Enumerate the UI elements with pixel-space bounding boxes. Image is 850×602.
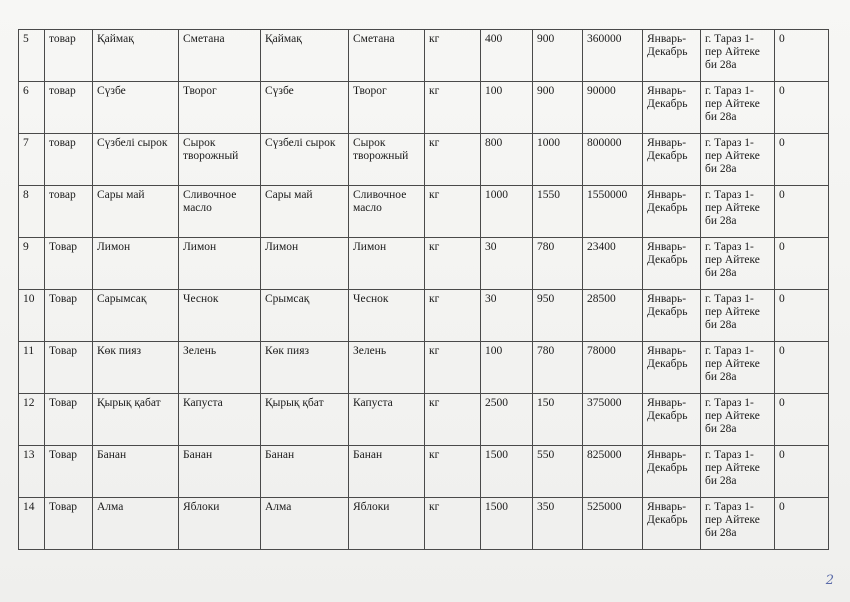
unit: кг (425, 498, 481, 550)
row-number: 10 (19, 290, 45, 342)
delivery-address: г. Тараз 1-пер Айтеке би 28а (701, 82, 775, 134)
description-russian: Чеснок (349, 290, 425, 342)
table-row (19, 134, 829, 186)
table-row (19, 342, 829, 394)
advance-flag: 0 (775, 446, 829, 498)
unit-price: 350 (533, 498, 583, 550)
delivery-period: Январь-Декабрь (643, 82, 701, 134)
item-type: Товар (45, 394, 93, 446)
quantity: 100 (481, 342, 533, 394)
advance-flag: 0 (775, 498, 829, 550)
unit: кг (425, 82, 481, 134)
name-kazakh: Сүзбелі сырок (93, 134, 179, 186)
delivery-period: Январь-Декабрь (643, 342, 701, 394)
name-kazakh: Сары май (93, 186, 179, 238)
description-russian: Сметана (349, 30, 425, 82)
delivery-period: Январь-Декабрь (643, 186, 701, 238)
item-type: Товар (45, 290, 93, 342)
unit: кг (425, 238, 481, 290)
description-russian: Сливочное масло (349, 186, 425, 238)
row-number: 11 (19, 342, 45, 394)
unit-price: 550 (533, 446, 583, 498)
name-russian: Зелень (179, 342, 261, 394)
delivery-address: г. Тараз 1-пер Айтеке би 28а (701, 290, 775, 342)
name-russian: Банан (179, 446, 261, 498)
advance-flag: 0 (775, 186, 829, 238)
procurement-table (18, 29, 829, 550)
name-kazakh: Лимон (93, 238, 179, 290)
item-type: Товар (45, 498, 93, 550)
description-kazakh: Сары май (261, 186, 349, 238)
row-number: 6 (19, 82, 45, 134)
name-kazakh: Сарымсақ (93, 290, 179, 342)
delivery-period: Январь-Декабрь (643, 290, 701, 342)
unit: кг (425, 394, 481, 446)
description-russian: Зелень (349, 342, 425, 394)
description-kazakh: Сүзбе (261, 82, 349, 134)
delivery-period: Январь-Декабрь (643, 394, 701, 446)
name-kazakh: Банан (93, 446, 179, 498)
total-sum: 78000 (583, 342, 643, 394)
quantity: 2500 (481, 394, 533, 446)
unit: кг (425, 186, 481, 238)
name-kazakh: Қырық қабат (93, 394, 179, 446)
quantity: 400 (481, 30, 533, 82)
name-russian: Лимон (179, 238, 261, 290)
unit: кг (425, 134, 481, 186)
delivery-address: г. Тараз 1-пер Айтеке би 28а (701, 342, 775, 394)
unit: кг (425, 342, 481, 394)
description-russian: Лимон (349, 238, 425, 290)
row-number: 9 (19, 238, 45, 290)
name-kazakh: Қаймақ (93, 30, 179, 82)
delivery-address: г. Тараз 1-пер Айтеке би 28а (701, 186, 775, 238)
unit-price: 1000 (533, 134, 583, 186)
quantity: 30 (481, 290, 533, 342)
row-number: 7 (19, 134, 45, 186)
name-kazakh: Көк пияз (93, 342, 179, 394)
unit: кг (425, 30, 481, 82)
advance-flag: 0 (775, 342, 829, 394)
description-russian: Капуста (349, 394, 425, 446)
quantity: 800 (481, 134, 533, 186)
advance-flag: 0 (775, 238, 829, 290)
name-russian: Сливочное масло (179, 186, 261, 238)
delivery-address: г. Тараз 1-пер Айтеке би 28а (701, 446, 775, 498)
name-russian: Сметана (179, 30, 261, 82)
delivery-address: г. Тараз 1-пер Айтеке би 28а (701, 30, 775, 82)
description-kazakh: Көк пияз (261, 342, 349, 394)
name-russian: Сырок творожный (179, 134, 261, 186)
row-number: 14 (19, 498, 45, 550)
table-row (19, 186, 829, 238)
unit-price: 900 (533, 30, 583, 82)
description-kazakh: Сүзбелі сырок (261, 134, 349, 186)
item-type: товар (45, 82, 93, 134)
total-sum: 1550000 (583, 186, 643, 238)
table-row (19, 446, 829, 498)
quantity: 1500 (481, 498, 533, 550)
unit-price: 1550 (533, 186, 583, 238)
quantity: 100 (481, 82, 533, 134)
page-number: 2 (825, 573, 834, 588)
description-russian: Сырок творожный (349, 134, 425, 186)
description-kazakh: Лимон (261, 238, 349, 290)
table-row (19, 290, 829, 342)
description-kazakh: Қаймақ (261, 30, 349, 82)
unit-price: 780 (533, 342, 583, 394)
total-sum: 800000 (583, 134, 643, 186)
description-russian: Банан (349, 446, 425, 498)
unit: кг (425, 290, 481, 342)
delivery-address: г. Тараз 1-пер Айтеке би 28а (701, 394, 775, 446)
row-number: 8 (19, 186, 45, 238)
advance-flag: 0 (775, 82, 829, 134)
total-sum: 90000 (583, 82, 643, 134)
quantity: 1000 (481, 186, 533, 238)
item-type: товар (45, 30, 93, 82)
total-sum: 825000 (583, 446, 643, 498)
delivery-address: г. Тараз 1-пер Айтеке би 28а (701, 134, 775, 186)
table-row (19, 30, 829, 82)
total-sum: 525000 (583, 498, 643, 550)
unit-price: 900 (533, 82, 583, 134)
total-sum: 360000 (583, 30, 643, 82)
total-sum: 23400 (583, 238, 643, 290)
unit-price: 950 (533, 290, 583, 342)
advance-flag: 0 (775, 290, 829, 342)
name-russian: Творог (179, 82, 261, 134)
table-body (19, 30, 829, 550)
delivery-period: Январь-Декабрь (643, 134, 701, 186)
description-kazakh: Алма (261, 498, 349, 550)
delivery-period: Январь-Декабрь (643, 446, 701, 498)
unit: кг (425, 446, 481, 498)
item-type: товар (45, 134, 93, 186)
item-type: Товар (45, 238, 93, 290)
quantity: 1500 (481, 446, 533, 498)
total-sum: 28500 (583, 290, 643, 342)
name-russian: Чеснок (179, 290, 261, 342)
table-row (19, 238, 829, 290)
row-number: 13 (19, 446, 45, 498)
delivery-address: г. Тараз 1-пер Айтеке би 28а (701, 238, 775, 290)
quantity: 30 (481, 238, 533, 290)
unit-price: 780 (533, 238, 583, 290)
name-kazakh: Алма (93, 498, 179, 550)
total-sum: 375000 (583, 394, 643, 446)
advance-flag: 0 (775, 394, 829, 446)
table-row (19, 498, 829, 550)
delivery-address: г. Тараз 1-пер Айтеке би 28а (701, 498, 775, 550)
item-type: Товар (45, 446, 93, 498)
description-kazakh: Банан (261, 446, 349, 498)
delivery-period: Январь-Декабрь (643, 238, 701, 290)
delivery-period: Январь-Декабрь (643, 30, 701, 82)
name-russian: Яблоки (179, 498, 261, 550)
description-kazakh: Срымсақ (261, 290, 349, 342)
description-russian: Творог (349, 82, 425, 134)
table-row (19, 394, 829, 446)
advance-flag: 0 (775, 134, 829, 186)
item-type: Товар (45, 342, 93, 394)
name-kazakh: Сүзбе (93, 82, 179, 134)
row-number: 12 (19, 394, 45, 446)
name-russian: Капуста (179, 394, 261, 446)
delivery-period: Январь-Декабрь (643, 498, 701, 550)
item-type: товар (45, 186, 93, 238)
advance-flag: 0 (775, 30, 829, 82)
table-row (19, 82, 829, 134)
description-russian: Яблоки (349, 498, 425, 550)
row-number: 5 (19, 30, 45, 82)
description-kazakh: Қырық қбат (261, 394, 349, 446)
unit-price: 150 (533, 394, 583, 446)
